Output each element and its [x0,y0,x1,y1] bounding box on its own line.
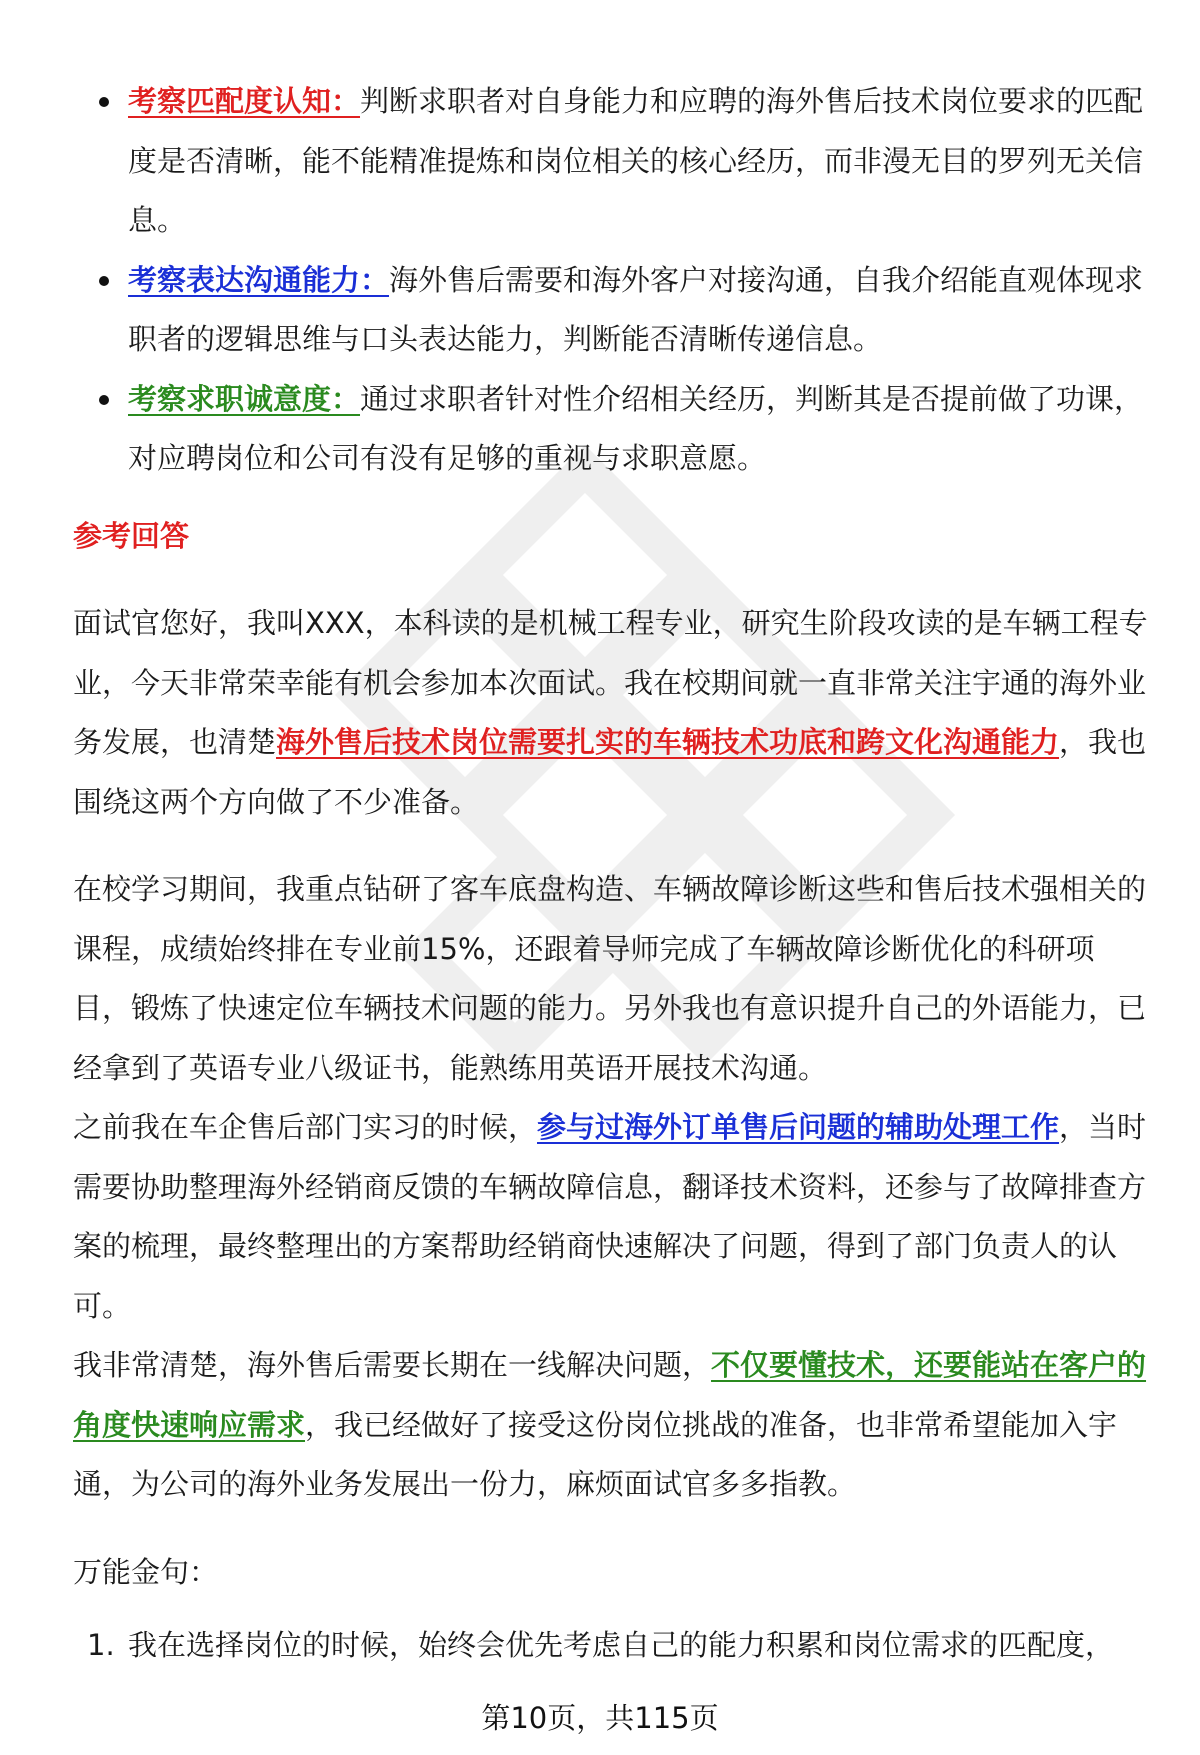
golden-sentences-title: 万能金句： [73,1554,219,1589]
bullet-label-communication: 考察表达沟通能力： [128,262,390,297]
section-heading: 参考回答 [73,518,190,553]
highlight-green: 不仅要懂技术，还要能站在客户的角度快速响应需求 [73,1348,1147,1442]
answer-text: ，我也围绕这两个方向做了不少准备。 [73,725,1147,819]
answer-text: ，当时需要协助整理海外经销商反馈的车辆故障信息，翻译技术资料，还参与了故障排查方案的梳理，最终整理出的方案帮助经销商快速解决了问题，得到了部门负责人的认可。 [73,1110,1147,1323]
answer-text: 之前我在车企售后部门实习的时候， [73,1110,538,1144]
bullet-label-matching: 考察匹配度认知： [128,84,361,118]
highlight-blue: 参与过海外订单售后问题的辅助处理工作 [537,1110,1060,1144]
answer-paragraph-3 [73,1098,1148,1336]
answer-text: 我非常清楚，海外售后需要长期在一线解决问题， [73,1348,712,1382]
answer-paragraph-2: 在校学习期间，我重点钻研了客车底盘构造、车辆故障诊断这些和售后技术强相关的课程，成绩始终排在专业前15%，还跟着导师完成了车辆故障诊断优化的科研项目，锻炼了快速定位车辆技术问题的能力。另外我也有意识提升自己的外语能力，已经拿到了英语专业八级证书，能熟练用英语开展技术沟通。 [73,872,1147,1085]
answer-paragraph-1 [73,594,1148,832]
bullet-label-sincerity: 考察求职诚意度： [128,381,361,416]
list-item [73,251,1148,370]
bullet-text-communication: 海外售后需要和海外客户对接沟通，自我介绍能直观体现求职者的逻辑思维与口头表达能力，判断能否清晰传递信息。 [128,262,1144,356]
answer-text: ，我已经做好了接受这份岗位挑战的准备，也非常希望能加入宇通，为公司的海外业务发展出一份力，麻烦面试官多多指教。 [73,1407,1118,1501]
answer-text: 面试官您好，我叫XXX，本科读的是机械工程专业，研究生阶段攻读的是车辆工程专业，今天非常荣幸能有机会参加本次面试。我在校期间就一直非常关注宇通的海外业务发展，也清楚 [73,606,1148,759]
page-number: 第10页，共115页 [481,1701,719,1735]
golden-sentences-list [73,1616,1148,1676]
main-content [73,72,1148,1676]
list-item [73,370,1148,489]
list-number: 1. [87,1628,115,1662]
list-item [73,1616,1148,1676]
list-item [73,72,1148,251]
answer-paragraph-4 [73,1336,1148,1515]
highlight-red: 海外售后技术岗位需要扎实的车辆技术功底和跨文化沟通能力 [276,725,1060,759]
bullet-text-matching: 判断求职者对自身能力和应聘的海外售后技术岗位要求的匹配度是否清晰，能不能精准提炼和岗位相关的核心经历，而非漫无目的罗列无关信息。 [128,84,1144,237]
list-text: 我在选择岗位的时候，始终会优先考虑自己的能力积累和岗位需求的匹配度， [128,1628,1115,1662]
bullet-text-sincerity: 通过求职者针对性介绍相关经历，判断其是否提前做了功课，对应聘岗位和公司有没有足够的重视与求职意愿。 [128,381,1144,475]
assessment-points [73,72,1148,489]
